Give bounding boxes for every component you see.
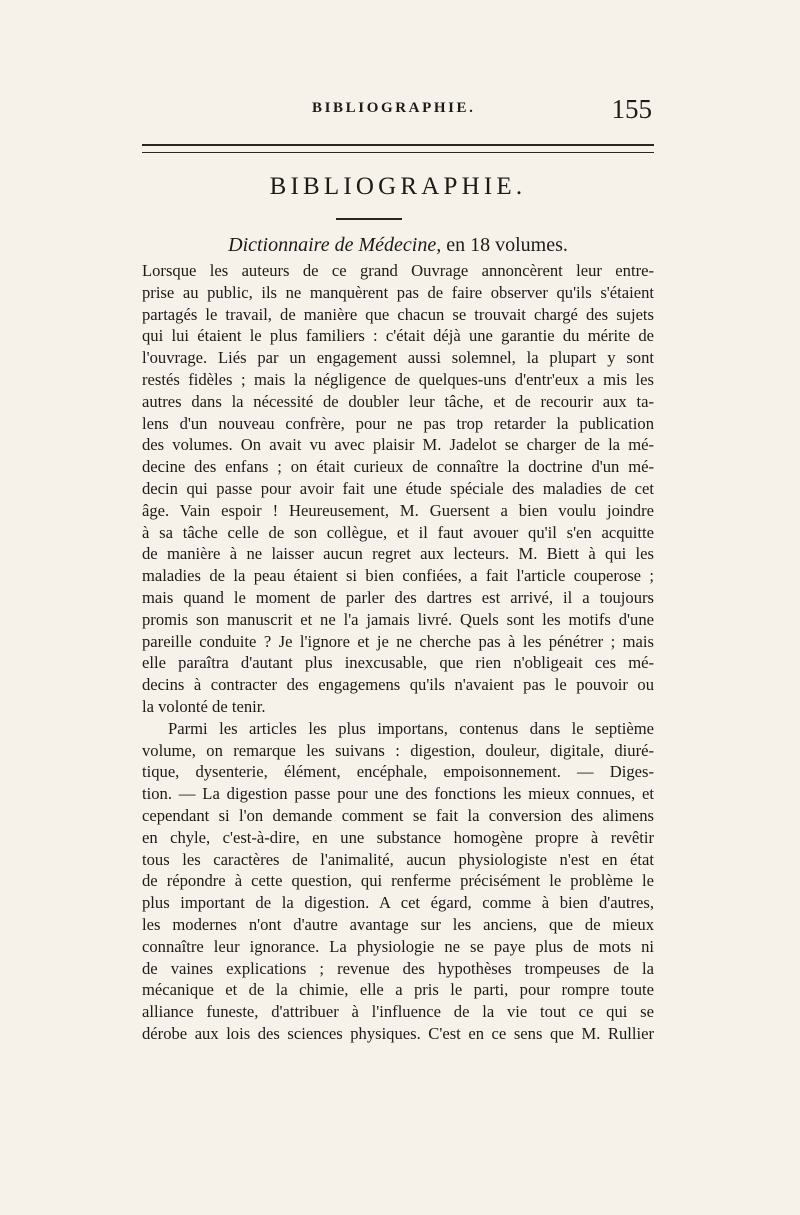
text-line: tous les caractères de l'animalité, aucun physiologiste n'est en état [142,849,654,869]
article-title [142,234,654,257]
text-line: maladies de la peau étaient si bien confiées, a fait l'article couperose ; [142,566,654,586]
page-number: 155 [611,94,652,124]
text-line: tique, dysenterie, élément, encéphale, empoisonnement. — Diges- [142,762,654,782]
text-line: decine des enfans ; on était curieux de connaître la doctrine d'un mé- [142,457,654,477]
text-line: decins à contracter des engagemens qu'ils n'avaient pas le pouvoir ou [142,675,654,695]
text-line: Parmi les articles les plus importans, contenus dans le septième [168,718,654,738]
text-line: restés fidèles ; mais la négligence de quelques-uns d'entr'eux a mis les [142,369,654,389]
article-title-rest: en 18 volumes. [441,234,568,256]
text-line: pareille conduite ? Je l'ignore et je ne cherche pas à les pénétrer ; mais [142,631,654,651]
text-line: l'ouvrage. Liés par un engagement aussi solemnel, la plupart y sont [142,348,654,368]
text-line: les modernes n'ont d'autre avantage sur les anciens, que de mieux [142,914,654,934]
text-line: autres dans la nécessité de doubler leur tâche, et de recourir aux ta- [142,391,654,411]
text-line: de répondre à cette question, qui renferme précisément le problème le [142,871,654,891]
text-line: tion. — La digestion passe pour une des fonctions les mieux connues, et [142,784,654,804]
text-line: qui lui étaient le plus familiers : c'était déjà une garantie du mérite de [142,326,654,346]
text-line: prise au public, ils ne manquèrent pas de faire observer qu'ils s'étaient [142,282,654,302]
header-double-rule [142,144,654,153]
text-line: à sa tâche celle de son collègue, et il faut avouer qu'il s'en acquitte [142,522,654,542]
text-line: lens d'un nouveau confrère, pour ne pas trop retarder la publication [142,413,654,433]
text-line: en chyle, c'est-à-dire, en une substance homogène propre à revêtir [142,827,654,847]
text-line: alliance funeste, d'attribuer à l'influence de la vie tout ce qui se [142,1002,654,1022]
text-line: elle paraîtra d'autant plus inexcusable, que rien n'obligeait ces mé- [142,653,654,673]
text-line: âge. Vain espoir ! Heureusement, M. Guersent a bien voulu joindre [142,500,654,520]
text-line: des volumes. On avait vu avec plaisir M. Jadelot se charger de la mé- [142,435,654,455]
body-text [142,260,654,1045]
text-line: plus important de la digestion. A cet égard, comme à bien d'autres, [142,893,654,913]
text-line: Lorsque les auteurs de ce grand Ouvrage annoncèrent leur entre- [142,261,654,280]
text-line: dérobe aux lois des sciences physiques. C'est en ce sens que M. Rullier [142,1023,654,1043]
section-divider [336,218,402,220]
text-line: la volonté de tenir. [142,696,266,716]
text-line: partagés le travail, de manière que chacun se trouvait chargé des sujets [142,304,654,324]
running-head [142,94,654,128]
section-title: BIBLIOGRAPHIE. [269,173,527,200]
text-line: promis son manuscrit et ne l'a jamais livré. Quels sont les motifs d'une [142,609,654,629]
text-line: connaître leur ignorance. La physiologie ne se paye plus de mots ni [142,936,654,956]
text-line: mécanique et de la chimie, elle a pris le parti, pour rompre toute [142,980,654,1000]
running-head-title: BIBLIOGRAPHIE. [312,100,476,116]
text-line: de vaines explications ; revenue des hypothèses trompeuses de la [142,958,654,978]
text-line: decin qui passe pour avoir fait une étude spéciale des maladies de cet [142,478,654,498]
text-line: de manière à ne laisser aucun regret aux lecteurs. M. Biett à qui les [142,544,654,564]
text-line: volume, on remarque les suivans : digestion, douleur, digitale, diuré- [142,740,654,760]
article-title-italic: Dictionnaire de Médecine, [228,234,442,256]
text-line: mais quand le moment de parler des dartres est arrivé, il a toujours [142,587,654,607]
text-line: cependant si l'on demande comment se fait la conversion des alimens [142,805,654,825]
